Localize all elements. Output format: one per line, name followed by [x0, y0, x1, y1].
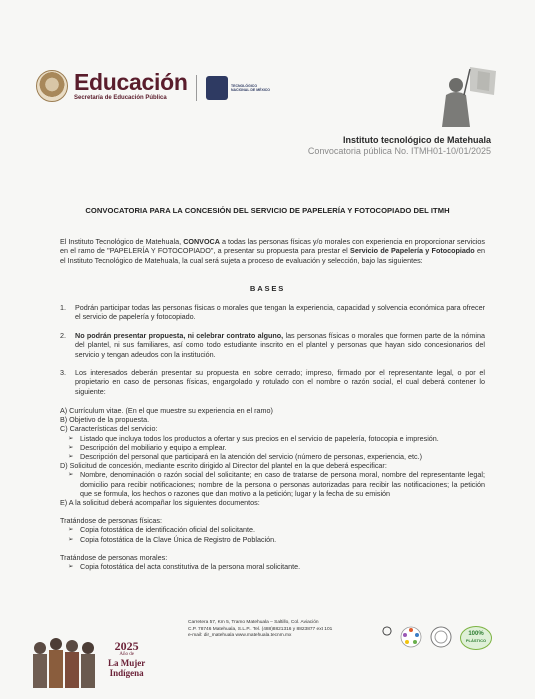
- base-item-2: 2. No podrán presentar propuesta, ni celebrar contrato alguno, las personas físicas o morales que formen parte de la nómina del plantel, ni sus familiares, así como todo estudiante inscrito en el plantel y personas que hayan sido concesionarios del servicio y tengan adeudos con la institución.: [60, 331, 486, 359]
- indigenous-women-illustration-icon: [30, 630, 100, 690]
- list-item: ➢ Copia fotostática de la Clave Única de Registro de Población.: [60, 535, 485, 544]
- tecnm-certification-seal-icon: [430, 626, 452, 648]
- flag-woman-illustration-icon: [440, 65, 498, 127]
- base-item-3: 3. Los interesados deberán presentar su propuesta en sobre cerrado; impreso, firmado por el representante legal, o por el propietario en caso de personas físicas, engargolado y rotulado con el nombre o razón social, el cual deberá contener lo siguiente:: [60, 368, 485, 396]
- institute-name: Instituto tecnológico de Matehuala: [342, 135, 491, 145]
- list-item: A) Currículum vitae. (En el que muestre su experiencia en el ramo): [60, 406, 273, 415]
- free-plastic-badge: 100% PLÁSTICO: [460, 626, 492, 650]
- base-item-1: 1. Podrán participar todas las personas físicas o morales que tengan la experiencia, capacidad y solvencia económica para ofrecer el servicio de papelería y fotocopiado.: [60, 303, 485, 322]
- list-item: Tratándose de personas físicas:: [60, 516, 163, 526]
- list-item: ➢ Copia fotostática del acta constitutiva de la persona moral solicitante.: [60, 562, 485, 571]
- intro-paragraph: El Instituto Tecnológico de Matehuala, CONVOCA a todas las personas físicas y/o morales con experiencia en proporcionar servicios en el ramo de "PAPELERÍA Y FOTOCOPIADO", a presentar su propuesta para prestar el Servicio de Papelería y Fotocopiado en el Instituto Tecnológico de Matehuala, la cual será sujeta a proceso de evaluación y selección, bajo las siguientes:: [60, 237, 485, 265]
- document-title: CONVOCATORIA PARA LA CONCESIÓN DEL SERVICIO DE PAPELERÍA Y FOTOCOPIADO DEL ITMH: [85, 206, 450, 215]
- education-subtitle: Secretaría de Educación Pública: [74, 95, 167, 101]
- list-item: ➢ Listado que incluya todos los productos a ofertar y sus precios en el servicio de papelería, fotocopia e impresión.: [60, 434, 485, 443]
- list-item: E) A la solicitud deberá acompañar los siguientes documentos:: [60, 498, 260, 508]
- tecnm-emblem-icon: [206, 76, 228, 100]
- list-item: C) Características del servicio:: [60, 424, 158, 434]
- header-divider: [196, 75, 197, 101]
- national-seal-icon: [36, 70, 68, 102]
- footer-certifications: [382, 626, 492, 650]
- requirements-list: [60, 406, 485, 571]
- convocatoria-number: Convocatoria pública No. ITMH01-10/01/2025: [307, 146, 491, 156]
- registered-mark-icon: [382, 626, 392, 636]
- list-item: ➢ Descripción del mobiliario y equipo a emplear.: [60, 443, 485, 452]
- list-item: ➢ Descripción del personal que participará en la atención del servicio (número de personas, experiencia, etc.): [60, 452, 485, 461]
- gender-equality-seal-icon: [400, 626, 422, 648]
- anio-mujer-indigena-logo: 2025 Año de La Mujer Indígena: [30, 630, 180, 690]
- sep-logo: [36, 70, 188, 102]
- education-title: Educación: [74, 69, 188, 95]
- footer-address: Carretera 57, Km 5, Tramo Matehuala – Saltillo, Col. Aviación C.P. 78746 Matehuala, S.L.P.. Tel. (488)8821316 y 8823877 ext 101 e-mail: dir_matehuala www.matehuala.tecnm.mx: [188, 620, 333, 638]
- list-item: D) Solicitud de concesión, mediante escrito dirigido al Director del plantel en la que deberá especificar:: [60, 461, 387, 471]
- list-item: Tratándose de personas morales:: [60, 552, 168, 562]
- list-item: ➢ Copia fotostática de identificación oficial del solicitante.: [60, 525, 485, 534]
- list-item: B) Objetivo de la propuesta.: [60, 415, 150, 425]
- bases-heading: BASES: [249, 284, 286, 293]
- tecnm-logo: TECNOLÓGICO NACIONAL DE MÉXICO: [206, 76, 270, 100]
- list-item: ➢ Nombre, denominación o razón social del solicitante; en caso de tratarse de persona moral, nombre del representante legal; domicilio para recibir notificaciones; nombre de la persona o personas autorizadas para recibir las notificaciones; la petición que se formula, los hechos o razones que dan motivo a la petición; lugar y la fecha de su emisión: [60, 470, 485, 498]
